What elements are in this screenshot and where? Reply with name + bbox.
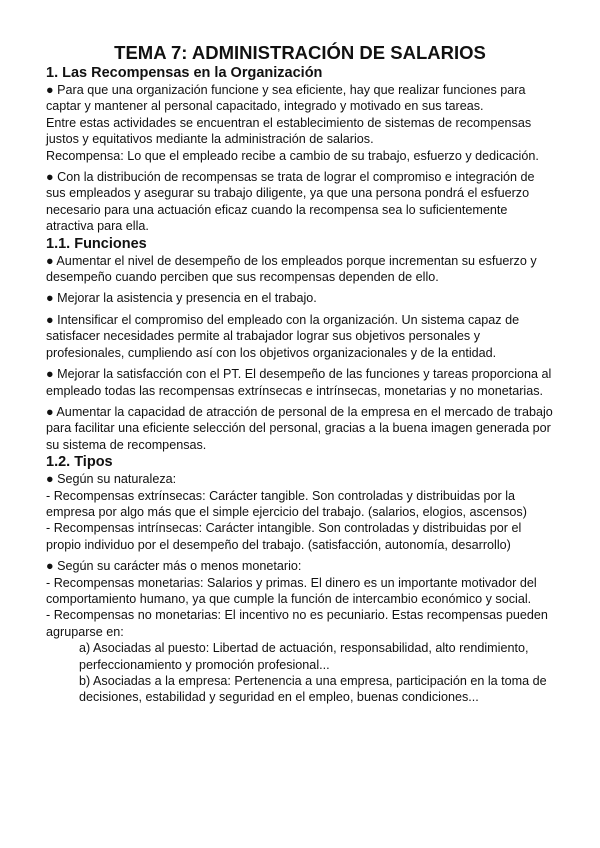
dash-item: - Recompensas no monetarias: El incentivo no es pecuniario. Estas recompensas pueden agruparse en: [46,608,548,639]
bullet-item: ● Según su carácter más o menos monetario: [46,559,302,574]
paragraph: Recompensa: Lo que el empleado recibe a cambio de su trabajo, esfuerzo y dedicación. [46,148,539,163]
paragraph: Entre estas actividades se encuentran el establecimiento de sistemas de recompensas justos y equitativos mediante la administración de salarios. [46,115,532,147]
paragraph: ● Para que una organización funcione y sea eficiente, hay que realizar funciones para captar y mantener al personal capacitado, integrado y motivado en sus tareas. [46,83,526,114]
sub-item: a) Asociadas al puesto: Libertad de actuación, responsabilidad, alto rendimiento, perfeccionamiento y promoción profesional... [79,641,529,672]
bullet-item: ● Aumentar la capacidad de atracción de personal de la empresa en el mercado de trabajo para facilitar una eficiente selección del personal, gracias a la buena imagen generada por su sistema de recompensas. [46,404,553,452]
dash-item: - Recompensas monetarias: Salarios y primas. El dinero es un importante motivador del comportamiento humano, ya que cumple la función de intercambio económico y social. [46,575,537,606]
dash-item: - Recompensas intrínsecas: Carácter intangible. Son controladas y distribuidas por el propio individuo por el desempeño del trabajo. (satisfacción, autonomía, desarrollo) [46,521,522,552]
paragraph: ● Con la distribución de recompensas se trata de lograr el compromiso e integración de sus empleados y asegurar su trabajo diligente, ya que una persona pondrá el esfuerzo necesario para una actuación eficaz cuando la recompensa sea lo suficientemente atractiva para ella. [46,170,535,234]
section-heading-1: 1. Las Recompensas en la Organización [46,65,323,81]
bullet-item: ● Según su naturaleza: [46,472,177,487]
dash-item: - Recompensas extrínsecas: Carácter tangible. Son controladas y distribuidas por la empresa por algo más que el simple ejercicio del trabajo. (salarios, elogios, ascensos) [46,488,527,519]
section-heading-1-2: 1.2. Tipos [46,454,113,471]
document-title: TEMA 7: ADMINISTRACIÓN DE SALARIOS [114,42,486,63]
bullet-item: ● Mejorar la asistencia y presencia en el trabajo. [46,291,317,306]
bullet-item: ● Aumentar el nivel de desempeño de los empleados porque incrementan su esfuerzo y desempeño cuando perciben que sus recompensas dependen de ello. [46,253,537,285]
bullet-item: ● Intensificar el compromiso del empleado con la organización. Un sistema capaz de satisfacer necesidades permite al trabajador lograr sus objetivos personales y profesionales, cumpliendo así con los objetivos organizacionales y de la entidad. [46,312,520,360]
section-heading-1-1: 1.1. Funciones [46,235,147,252]
sub-item: b) Asociadas a la empresa: Pertenencia a una empresa, participación en la toma de decisiones, estabilidad y seguridad en el empleo, buenas condiciones... [79,674,547,705]
bullet-item: ● Mejorar la satisfacción con el PT. El desempeño de las funciones y tareas proporciona al empleado todas las recompensas extrínsecas e intrínsecas, monetarias y no monetarias. [46,367,552,398]
